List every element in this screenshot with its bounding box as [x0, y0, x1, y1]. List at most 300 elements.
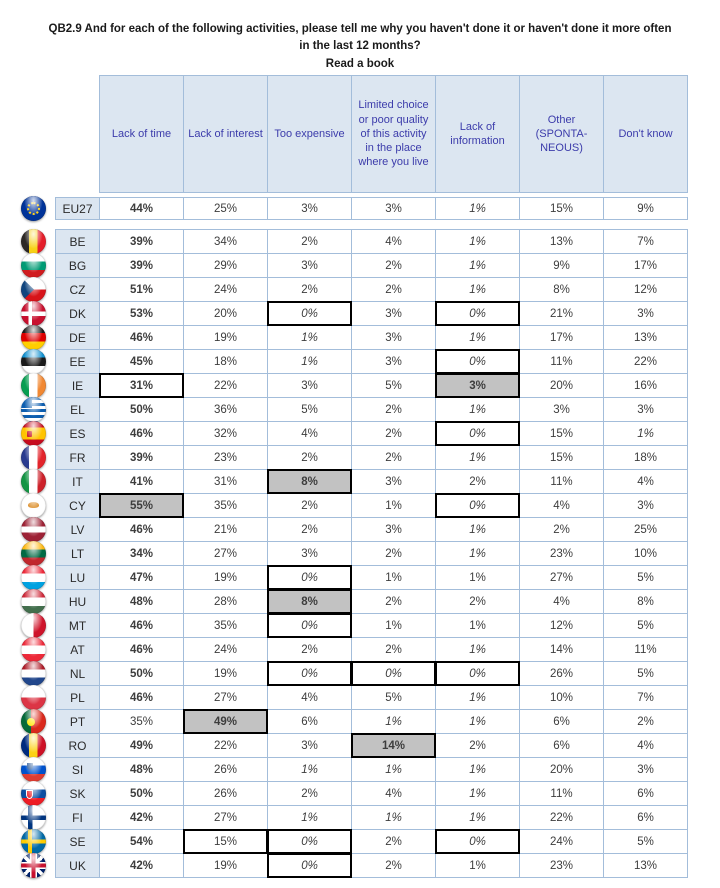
value-cell: 20% [519, 373, 604, 398]
value-cell: 29% [183, 253, 268, 278]
value-cell: 49% [99, 733, 184, 758]
column-header-1: Lack of interest [183, 75, 268, 193]
value-cell: 24% [183, 277, 268, 302]
flag-cell [12, 469, 55, 494]
value-cell: 1% [435, 445, 520, 470]
value-cell: 34% [183, 229, 268, 254]
country-code: UK [55, 853, 100, 878]
value-cell: 23% [519, 853, 604, 878]
value-cell: 2% [351, 445, 436, 470]
value-cell: 19% [183, 565, 268, 590]
value-cell: 6% [519, 709, 604, 734]
flag-uk-icon [21, 853, 46, 878]
value-cell: 2% [351, 853, 436, 878]
table-body [12, 197, 688, 878]
value-cell: 21% [519, 301, 604, 326]
value-cell: 22% [183, 373, 268, 398]
value-cell: 11% [519, 469, 604, 494]
country-code: CZ [55, 277, 100, 302]
value-cell: 28% [183, 589, 268, 614]
table-row-ie [12, 373, 688, 398]
value-cell: 1% [435, 397, 520, 422]
flag-cell [12, 589, 55, 614]
value-cell: 47% [99, 565, 184, 590]
table-row-dk [12, 301, 688, 326]
value-cell: 4% [603, 469, 688, 494]
table-row-nl [12, 661, 688, 686]
value-cell: 2% [267, 493, 352, 518]
flag-cell [12, 661, 55, 686]
value-cell: 8% [603, 589, 688, 614]
flag-cell [12, 301, 55, 326]
value-cell: 0% [435, 661, 520, 686]
value-cell: 7% [603, 685, 688, 710]
question-title-line3: Read a book [325, 57, 395, 70]
flag-cell [12, 445, 55, 470]
value-cell: 0% [267, 613, 352, 638]
value-cell: 21% [183, 517, 268, 542]
value-cell: 34% [99, 541, 184, 566]
value-cell: 45% [99, 349, 184, 374]
value-cell: 3% [603, 301, 688, 326]
table-row-lu [12, 565, 688, 590]
table-row-at [12, 637, 688, 662]
flag-cell [12, 805, 55, 830]
value-cell: 17% [603, 253, 688, 278]
value-cell: 49% [183, 709, 268, 734]
value-cell: 4% [351, 781, 436, 806]
flag-hu-icon [21, 589, 46, 614]
value-cell: 6% [603, 781, 688, 806]
value-cell: 2% [603, 709, 688, 734]
flag-cy-icon [21, 493, 46, 518]
table-row-si [12, 757, 688, 782]
table-row-pt [12, 709, 688, 734]
value-cell: 1% [435, 517, 520, 542]
value-cell: 11% [519, 349, 604, 374]
value-cell: 0% [267, 661, 352, 686]
value-cell: 5% [603, 565, 688, 590]
table-row-it [12, 469, 688, 494]
value-cell: 1% [351, 565, 436, 590]
value-cell: 1% [435, 685, 520, 710]
value-cell: 36% [183, 397, 268, 422]
value-cell: 1% [267, 349, 352, 374]
table-row-lt [12, 541, 688, 566]
table-row-se [12, 829, 688, 854]
value-cell: 13% [603, 325, 688, 350]
flag-si-icon [21, 757, 46, 782]
value-cell: 46% [99, 613, 184, 638]
table-row-hu [12, 589, 688, 614]
flag-cell [12, 421, 55, 446]
value-cell: 1% [435, 805, 520, 830]
value-cell: 0% [435, 349, 520, 374]
value-cell: 2% [267, 517, 352, 542]
value-cell: 18% [183, 349, 268, 374]
value-cell: 0% [435, 421, 520, 446]
value-cell: 1% [435, 853, 520, 878]
country-code: EL [55, 397, 100, 422]
value-cell: 6% [267, 709, 352, 734]
value-cell: 3% [267, 197, 352, 220]
value-cell: 50% [99, 661, 184, 686]
table-row-eu27 [12, 197, 688, 220]
value-cell: 2% [267, 445, 352, 470]
country-code: SI [55, 757, 100, 782]
value-cell: 14% [351, 733, 436, 758]
flag-cell [12, 397, 55, 422]
value-cell: 48% [99, 757, 184, 782]
value-cell: 26% [183, 781, 268, 806]
country-code: BG [55, 253, 100, 278]
country-code: LU [55, 565, 100, 590]
value-cell: 4% [519, 493, 604, 518]
value-cell: 0% [267, 301, 352, 326]
value-cell: 39% [99, 253, 184, 278]
value-cell: 27% [183, 805, 268, 830]
value-cell: 6% [519, 733, 604, 758]
value-cell: 0% [351, 661, 436, 686]
value-cell: 3% [351, 469, 436, 494]
value-cell: 5% [603, 661, 688, 686]
value-cell: 12% [603, 277, 688, 302]
value-cell: 4% [267, 685, 352, 710]
value-cell: 19% [183, 325, 268, 350]
value-cell: 2% [351, 589, 436, 614]
value-cell: 3% [435, 373, 520, 398]
value-cell: 10% [603, 541, 688, 566]
country-code: IE [55, 373, 100, 398]
flag-ee-icon [21, 349, 46, 374]
flag-sk-icon [21, 781, 46, 806]
value-cell: 3% [519, 397, 604, 422]
value-cell: 2% [435, 589, 520, 614]
flag-cell [12, 637, 55, 662]
flag-cell [12, 685, 55, 710]
value-cell: 3% [351, 517, 436, 542]
value-cell: 50% [99, 781, 184, 806]
value-cell: 4% [603, 733, 688, 758]
value-cell: 19% [183, 661, 268, 686]
value-cell: 1% [351, 709, 436, 734]
question-title-line1: QB2.9 And for each of the following activities, please tell me why you haven't done it or haven't done it more often [48, 23, 672, 35]
table-row-el [12, 397, 688, 422]
value-cell: 20% [183, 301, 268, 326]
flag-lv-icon [21, 517, 46, 542]
table-row-sk [12, 781, 688, 806]
flag-cell [12, 229, 55, 254]
country-code: DE [55, 325, 100, 350]
value-cell: 23% [183, 445, 268, 470]
value-cell: 4% [351, 229, 436, 254]
table-row-es [12, 421, 688, 446]
value-cell: 7% [603, 229, 688, 254]
country-code: PT [55, 709, 100, 734]
value-cell: 54% [99, 829, 184, 854]
value-cell: 8% [267, 469, 352, 494]
value-cell: 27% [183, 541, 268, 566]
country-code: ES [55, 421, 100, 446]
value-cell: 31% [183, 469, 268, 494]
value-cell: 2% [351, 277, 436, 302]
value-cell: 22% [519, 805, 604, 830]
country-code: DK [55, 301, 100, 326]
flag-ie-icon [21, 373, 46, 398]
flag-cell [12, 709, 55, 734]
value-cell: 35% [183, 493, 268, 518]
country-code: RO [55, 733, 100, 758]
value-cell: 31% [99, 373, 184, 398]
value-cell: 15% [183, 829, 268, 854]
question-title [0, 0, 720, 73]
value-cell: 14% [519, 637, 604, 662]
flag-cell [12, 853, 55, 878]
value-cell: 2% [351, 541, 436, 566]
value-cell: 12% [519, 613, 604, 638]
value-cell: 1% [267, 325, 352, 350]
flag-eu27-icon [21, 196, 46, 221]
country-code: BE [55, 229, 100, 254]
table-header-row [12, 75, 688, 193]
flag-es-icon [21, 421, 46, 446]
column-header-5: Other (SPONTA-NEOUS) [519, 75, 604, 193]
value-cell: 15% [519, 445, 604, 470]
value-cell: 3% [603, 397, 688, 422]
country-code: LV [55, 517, 100, 542]
flag-de-icon [21, 325, 46, 350]
value-cell: 0% [267, 853, 352, 878]
value-cell: 44% [99, 197, 184, 220]
value-cell: 1% [435, 781, 520, 806]
value-cell: 5% [351, 373, 436, 398]
value-cell: 5% [603, 613, 688, 638]
column-header-4: Lack of information [435, 75, 520, 193]
value-cell: 15% [519, 197, 604, 220]
header-spacer [12, 75, 100, 193]
value-cell: 2% [267, 229, 352, 254]
country-code: LT [55, 541, 100, 566]
question-title-line2: in the last 12 months? [299, 40, 421, 53]
country-code: CY [55, 493, 100, 518]
flag-cell [12, 373, 55, 398]
table-row-be [12, 229, 688, 254]
flag-cell [12, 277, 55, 302]
value-cell: 8% [267, 589, 352, 614]
value-cell: 39% [99, 445, 184, 470]
value-cell: 11% [519, 781, 604, 806]
flag-cell [12, 517, 55, 542]
flag-fi-icon [21, 805, 46, 830]
table-row-cz [12, 277, 688, 302]
flag-cell [12, 253, 55, 278]
table-row-fr [12, 445, 688, 470]
flag-it-icon [21, 469, 46, 494]
country-code: IT [55, 469, 100, 494]
flag-pt-icon [21, 709, 46, 734]
value-cell: 27% [183, 685, 268, 710]
value-cell: 2% [351, 397, 436, 422]
value-cell: 24% [519, 829, 604, 854]
country-code: SK [55, 781, 100, 806]
value-cell: 42% [99, 853, 184, 878]
value-cell: 20% [519, 757, 604, 782]
value-cell: 3% [351, 349, 436, 374]
value-cell: 6% [603, 805, 688, 830]
value-cell: 25% [603, 517, 688, 542]
column-header-6: Don't know [603, 75, 688, 193]
table-row-uk [12, 853, 688, 878]
value-cell: 22% [603, 349, 688, 374]
value-cell: 2% [351, 829, 436, 854]
table-row-ee [12, 349, 688, 374]
value-cell: 2% [351, 637, 436, 662]
flag-mt-icon [21, 613, 46, 638]
value-cell: 13% [519, 229, 604, 254]
value-cell: 5% [267, 397, 352, 422]
value-cell: 26% [183, 757, 268, 782]
value-cell: 39% [99, 229, 184, 254]
value-cell: 1% [435, 541, 520, 566]
value-cell: 18% [603, 445, 688, 470]
value-cell: 0% [435, 829, 520, 854]
value-cell: 27% [519, 565, 604, 590]
column-header-2: Too expensive [267, 75, 352, 193]
flag-nl-icon [21, 661, 46, 686]
flag-ro-icon [21, 733, 46, 758]
value-cell: 22% [183, 733, 268, 758]
flag-cell [12, 733, 55, 758]
flag-dk-icon [21, 301, 46, 326]
flag-cell [12, 325, 55, 350]
value-cell: 3% [351, 301, 436, 326]
table-row-bg [12, 253, 688, 278]
value-cell: 41% [99, 469, 184, 494]
value-cell: 9% [519, 253, 604, 278]
value-cell: 42% [99, 805, 184, 830]
value-cell: 1% [435, 757, 520, 782]
flag-cell [12, 493, 55, 518]
value-cell: 1% [435, 197, 520, 220]
value-cell: 5% [351, 685, 436, 710]
flag-cell [12, 197, 55, 220]
value-cell: 17% [519, 325, 604, 350]
value-cell: 4% [519, 589, 604, 614]
value-cell: 1% [435, 709, 520, 734]
value-cell: 3% [603, 757, 688, 782]
country-code: MT [55, 613, 100, 638]
value-cell: 1% [267, 757, 352, 782]
value-cell: 3% [267, 733, 352, 758]
value-cell: 50% [99, 397, 184, 422]
value-cell: 3% [603, 493, 688, 518]
flag-lt-icon [21, 541, 46, 566]
value-cell: 2% [267, 781, 352, 806]
value-cell: 32% [183, 421, 268, 446]
value-cell: 0% [267, 829, 352, 854]
value-cell: 15% [519, 421, 604, 446]
value-cell: 2% [351, 253, 436, 278]
country-code: EU27 [55, 197, 100, 220]
country-code: HU [55, 589, 100, 614]
value-cell: 1% [351, 613, 436, 638]
flag-cell [12, 541, 55, 566]
value-cell: 1% [267, 805, 352, 830]
value-cell: 1% [351, 757, 436, 782]
flag-se-icon [21, 829, 46, 854]
value-cell: 13% [603, 853, 688, 878]
value-cell: 19% [183, 853, 268, 878]
value-cell: 2% [435, 469, 520, 494]
value-cell: 2% [267, 277, 352, 302]
value-cell: 24% [183, 637, 268, 662]
table-row-cy [12, 493, 688, 518]
flag-cell [12, 757, 55, 782]
value-cell: 11% [603, 637, 688, 662]
country-code: SE [55, 829, 100, 854]
value-cell: 3% [351, 325, 436, 350]
flag-cell [12, 781, 55, 806]
country-code: NL [55, 661, 100, 686]
value-cell: 46% [99, 421, 184, 446]
column-header-3: Limited choice or poor quality of this activity in the place where you live [351, 75, 436, 193]
value-cell: 51% [99, 277, 184, 302]
table-row-mt [12, 613, 688, 638]
table-row-fi [12, 805, 688, 830]
value-cell: 26% [519, 661, 604, 686]
value-cell: 16% [603, 373, 688, 398]
flag-lu-icon [21, 565, 46, 590]
table-row-lv [12, 517, 688, 542]
value-cell: 46% [99, 325, 184, 350]
flag-cz-icon [21, 277, 46, 302]
value-cell: 3% [267, 373, 352, 398]
value-cell: 1% [603, 421, 688, 446]
flag-cell [12, 613, 55, 638]
flag-cell [12, 565, 55, 590]
value-cell: 46% [99, 637, 184, 662]
value-cell: 2% [519, 517, 604, 542]
value-cell: 5% [603, 829, 688, 854]
value-cell: 23% [519, 541, 604, 566]
value-cell: 2% [351, 421, 436, 446]
table-row-de [12, 325, 688, 350]
value-cell: 1% [351, 805, 436, 830]
value-cell: 1% [351, 493, 436, 518]
value-cell: 35% [99, 709, 184, 734]
value-cell: 4% [267, 421, 352, 446]
country-code: AT [55, 637, 100, 662]
value-cell: 1% [435, 253, 520, 278]
flag-bg-icon [21, 253, 46, 278]
value-cell: 1% [435, 565, 520, 590]
value-cell: 1% [435, 229, 520, 254]
results-table [12, 75, 688, 878]
country-code: FR [55, 445, 100, 470]
value-cell: 1% [435, 613, 520, 638]
value-cell: 8% [519, 277, 604, 302]
value-cell: 46% [99, 685, 184, 710]
country-code: EE [55, 349, 100, 374]
value-cell: 10% [519, 685, 604, 710]
flag-pl-icon [21, 685, 46, 710]
flag-cell [12, 829, 55, 854]
value-cell: 1% [435, 637, 520, 662]
value-cell: 53% [99, 301, 184, 326]
value-cell: 3% [267, 541, 352, 566]
flag-be-icon [21, 229, 46, 254]
value-cell: 0% [267, 565, 352, 590]
